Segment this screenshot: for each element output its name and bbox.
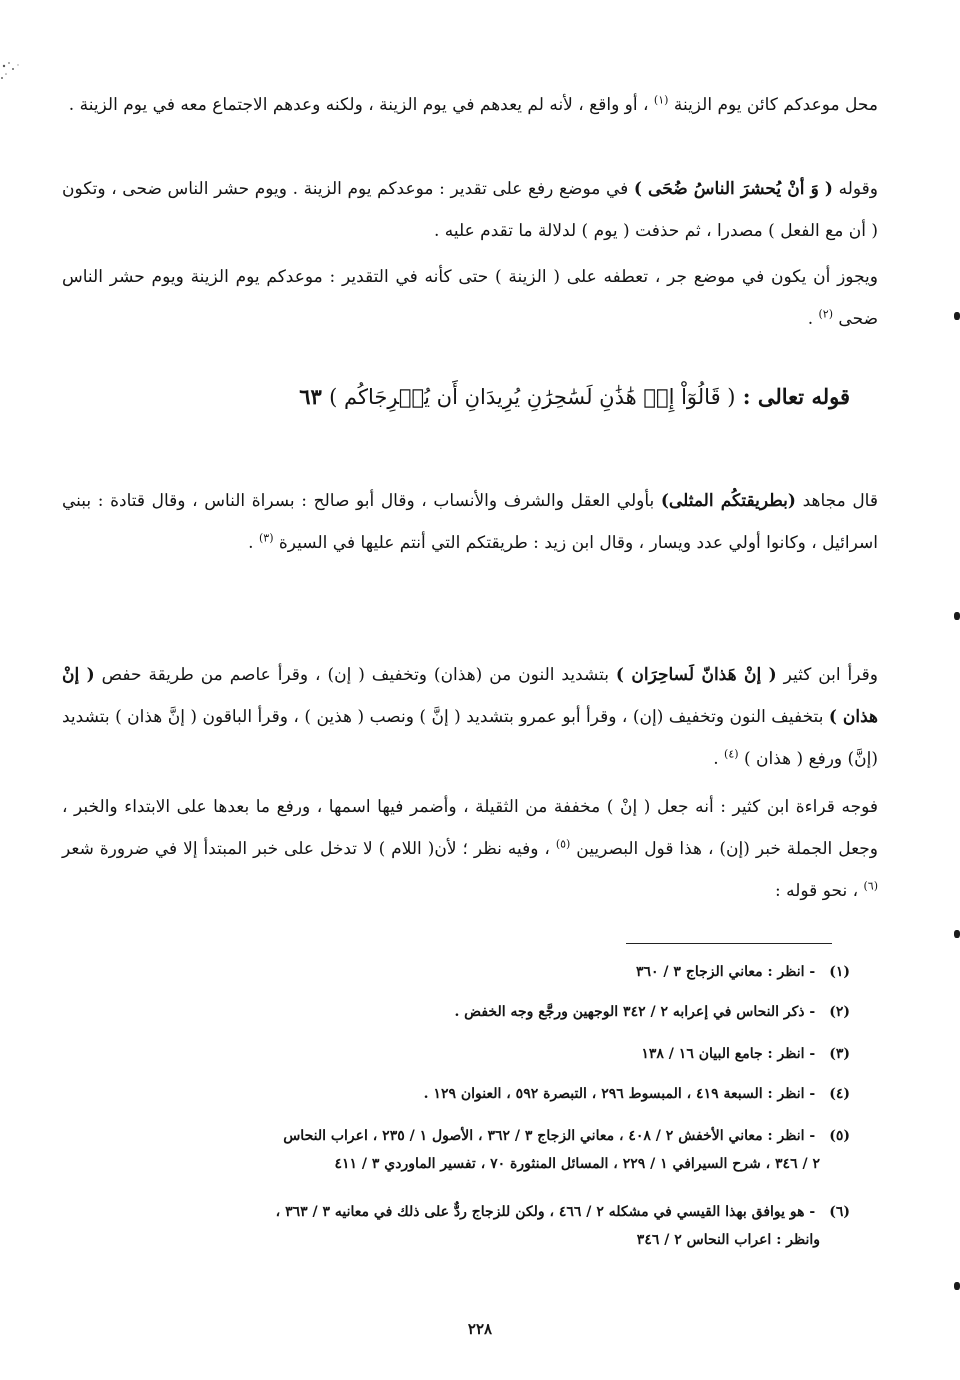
footnote-number: (١) <box>829 964 850 980</box>
text-run: . <box>248 533 259 553</box>
text-run: وقوله <box>832 179 878 199</box>
footnote-text: - انظر : جامع البيان ١٦ / ١٣٨ <box>641 1046 816 1062</box>
footnote-text: - انظر : معاني الزجاج ٣ / ٣٦٠ <box>635 964 816 980</box>
verse-number: ٦٣ <box>299 384 330 409</box>
text-run: بأولي العقل والشرف والأنساب ، وقال أبو صالح : بسراة الناس ، وقال قتادة : ببني اسرائيل ، وكانوا أولي عدد ويسار ، وقال ابن زيد : طريقتكم التي أنتم عليها في السيرة <box>62 491 878 553</box>
text-run: في موضع رفع على تقدير : موعدكم يوم الزينة . ويوم حشر الناس ضحى ، وتكون ( أن مع الفعل ) مصدرا ، ثم حذفت ( يوم ) لدلالة ما تقدم عليه . <box>62 179 878 241</box>
text-run: ، نحو قوله : <box>774 881 864 901</box>
text-run: محل موعدكم كائن يوم الزينة <box>668 95 878 115</box>
scan-speck <box>0 60 26 82</box>
page-number: ٢٢٨ <box>467 1320 493 1338</box>
footnote-continuation: ٢ / ٣٤٦ ، شرح السيرافي ١ / ٢٢٩ ، المسائل المنثورة ٧٠ ، تفسير الماوردي ٣ / ٤١١ <box>334 1156 820 1172</box>
binder-mark <box>954 1282 960 1290</box>
footnote-continuation: وانظر : اعراب النحاس ٢ / ٣٤٦ <box>636 1232 820 1248</box>
footnote-ref-1[interactable]: (١) <box>653 93 669 107</box>
footnote-ref-3[interactable]: (٣) <box>258 531 274 545</box>
footnote-ref-6[interactable]: (٦) <box>863 879 878 893</box>
heading-label: قوله تعالى : <box>735 384 850 409</box>
footnote-5 <box>62 1122 850 1178</box>
paragraph-6 <box>62 786 878 912</box>
text-run: ، أو واقع ، لأنه لم يعدهم في يوم الزينة ، ولكنه وعدهم الاجتماع معه في يوم الزينة . <box>68 95 654 115</box>
footnote-4 <box>62 1080 850 1108</box>
footnote-number: (٣) <box>829 1046 850 1062</box>
paragraph-1 <box>62 84 878 126</box>
footnote-6 <box>62 1198 850 1254</box>
footnote-text: - ذكر النحاس في إعرابه ٢ / ٣٤٢ الوجهين ورجَّع وجه الخفض . <box>454 1004 816 1020</box>
text-run: وقرأ ابن كثير <box>776 665 878 685</box>
quran-quote: ( إنْ هَذانّ لَساحِرَان ) <box>615 665 777 685</box>
text-run: ويجوز أن يكون في موضع جر ، تعطفه على ( الزينة ) حتى كأنه في التقدير : موعدكم يوم الزينة ويوم حشر الناس ضحى <box>62 267 878 329</box>
text-run: ، وفيه نظر ؛ لأن( اللام ) لا تدخل على خبر المبتدأ إلا في ضرورة شعر <box>62 839 556 859</box>
paragraph-5 <box>62 654 878 780</box>
footnote-number: (٥) <box>829 1128 850 1144</box>
footnote-number: (٦) <box>829 1204 850 1220</box>
quran-quote: (بطريقتكُم المثلى) <box>660 491 796 511</box>
footnote-1 <box>62 958 850 986</box>
footnote-ref-2[interactable]: (٢) <box>818 307 834 321</box>
footnote-separator <box>626 943 832 944</box>
text-run: قال مجاهد <box>795 491 878 511</box>
footnote-text: - انظر : السبعة ٤١٩ ، المبسوط ٢٩٦ ، التبصرة ٥٩٢ ، العنوان ١٢٩ . <box>423 1086 816 1102</box>
text-run: . <box>713 749 725 769</box>
text-run: بتشديد النون من (هذان) وتخفيف ( إن) ، وقرأ عاصم من طريقة حفص <box>94 665 616 685</box>
quran-quote: ( إنْ هذان ) <box>62 665 879 727</box>
footnote-2 <box>62 998 850 1026</box>
binder-mark <box>954 930 960 938</box>
paragraph-4 <box>62 480 878 564</box>
footnote-3 <box>62 1040 850 1068</box>
text-run: بتخفيف النون وتخفيف (إن) ، وقرأ أبو عمرو بتشديد ( إنَّ ) ونصب ( هذين ) ، وقرأ الباقون ( إنَّ هذان ) بتشديد (إنَّ) ورفع ( هذان ) <box>62 707 878 769</box>
footnote-ref-5[interactable]: (٥) <box>555 837 571 851</box>
quran-quote: ( وَ أنْ يُحشرَ الناسُ ضُحَى ) <box>633 179 833 199</box>
text-run: فوجه قراءة ابن كثير : أنه جعل ( إنْ ) مخففة من الثقيلة ، وأضمر فيها اسمها ، ورفع ما بعدها على الابتداء والخبر ، وجعل الجملة خبر (إن) ، هذا قول البصريين <box>62 797 879 859</box>
binder-mark <box>954 612 960 620</box>
footnote-text: - هو يوافق بهذا القيسي في مشكله ٢ / ٤٦٦ ، ولكن للزجاج ردٌّ على ذلك في معانيه ٣ / ٣٦٣ ، <box>275 1204 816 1220</box>
verse-heading <box>299 384 850 409</box>
footnote-number: (٢) <box>829 1004 850 1020</box>
paragraph-3 <box>62 256 878 340</box>
text-run: . <box>807 309 819 329</box>
footnote-text: - انظر : معاني الأخفش ٢ / ٤٠٨ ، معاني الزجاج ٣ / ٣٦٢ ، الأصول ١ / ٢٣٥ ، اعراب النحاس <box>283 1128 816 1144</box>
footnote-ref-4[interactable]: (٤) <box>724 747 739 761</box>
footnote-number: (٤) <box>829 1086 850 1102</box>
paragraph-2 <box>62 168 878 252</box>
verse-text: ( قَالُوٓاْ إِنۡ هَٰذَٰنِ لَسَٰحِرَٰنِ يُرِيدَانِ أَن يُخۡرِجَاكُم ) <box>329 385 736 409</box>
binder-mark <box>954 312 960 320</box>
